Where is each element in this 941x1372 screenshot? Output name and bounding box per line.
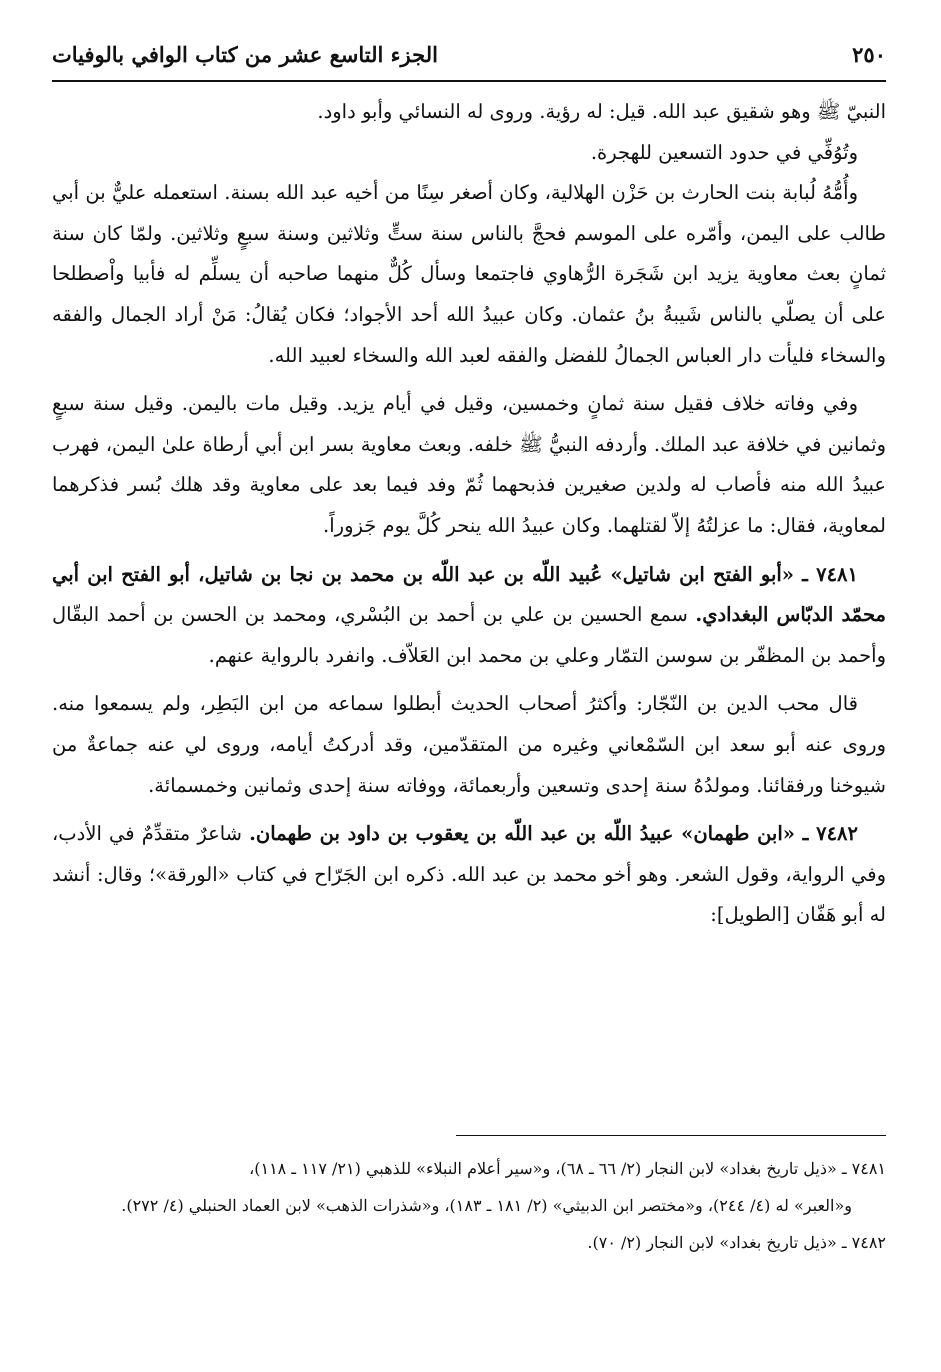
footnotes xyxy=(52,1150,886,1261)
paragraph-2: وتُوُفِّي في حدود التسعين للهجرة. xyxy=(590,140,858,164)
entry-7481-text: سمع الحسين بن علي بن أحمد بن البُسْري، ومحمد بن الحسن بن أحمد البقّال وأحمد بن المظفّر بن سوسن التمّار وعلي بن محمد ابن العَلاّف. وانفرد بالرواية عنهم. xyxy=(52,603,886,667)
footnote-7482: ٧٤٨٢ ـ «ذيل تاريخ بغداد» لابن النجار (٢/ ٧٠). xyxy=(587,1233,886,1252)
paragraph-1: النبيّ ﷺ وهو شقيق عبد الله. قيل: له رؤية. وروى له النسائي وأبو داود. xyxy=(317,100,886,123)
entry-7481-heading: ٧٤٨١ ـ «أبو الفتح ابن شاتيل» عُبيد اللّه بن عبد اللّه بن محمد بن نجا بن شاتيل، أبو الفتح ابن أبي محمّد الدبّاس البغدادي. xyxy=(52,562,886,627)
footnote-7481-line-1: ٧٤٨١ ـ «ذيل تاريخ بغداد» لابن النجار (٢/ ٦٦ ـ ٦٨)، و«سير أعلام النبلاء» للذهبي (٢١/ ١١٧ ـ ١١٨)، xyxy=(249,1159,886,1178)
running-title: الجزء التاسع عشر من كتاب الوافي بالوفيات xyxy=(52,41,438,67)
paragraph-5: قال محب الدين بن النّجّار: وأكثرُ أصحاب الحديث أبطلوا سماعه من ابن البَطِر، ولم يسمعوا منه. وروى عنه أبو سعد ابن السّمْعاني وغيره من المتقدّمين، وقد أدركتُ أيامه، وروى لي عنه جماعةٌ من شيوخنا ورفقائنا. ومولدُهُ سنة إحدى وتسعين وأربعمائة، ووفاته سنة إحدى وثمانين وخمسمائة. xyxy=(52,692,886,797)
entry-7482-heading: ٧٤٨٢ ـ «ابن طهمان» عبيدُ اللّه بن عبد اللّه بن يعقوب بن داود بن طهمان. xyxy=(249,822,859,846)
page-number: ٢٥٠ xyxy=(852,41,886,67)
footnote-7481 xyxy=(52,1150,886,1187)
footnote-7481-continued: و«العبر» له (٤/ ٢٤٤)، و«مختصر ابن الدبيثي» (٢/ ١٨١ ـ ١٨٣)، و«شذرات الذهب» لابن العماد الحنبلي (٤/ ٢٧٢). xyxy=(121,1196,852,1215)
paragraph-4: وفي وفاته خلاف فقيل سنة ثمانٍ وخمسين، وقيل في أيام يزيد. وقيل مات باليمن. وقيل سنة سبعٍ وثمانين في خلافة عبد الملك. وأردفه النبيُّ ﷺ خلفه. وبعث معاوية بسر ابن أبي أرطاة علىٰ اليمن، فهرب عبيدُ الله منه فأصاب له ولدين صغيرين فذبحهما ثُمّ وفد فيما بعد على معاوية وقد هلك بُسر فذكرهما لمعاوية، فقال: ما عزلتُهُ إلاّ لقتلهما. وكان عبيدُ الله ينحر كُلَّ يوم جَزوراً. xyxy=(52,392,886,537)
running-head xyxy=(52,34,886,74)
header-rule xyxy=(52,80,886,82)
paragraph-3: وأُمُّهُ لُبابة بنت الحارث بن حَزْن الهلالية، وكان أصغر سِنًا من أخيه عبد الله بسنة. استعمله عليٌّ بن أبي طالب على اليمن، وأمّره على الموسم فحجَّ بالناس سنة ستٍّ وثلاثين وسنة سبعٍ وثلاثين. ولمّا كان سنة ثمانٍ بعث معاوية يزيد ابن شَجَرة الرُّهاوي فاجتمعا وسأل كُلٌّ منهما صاحبه أن يسلِّم له فأبيا واْصطلحا على أن يصلّي بالناس شَيبةُ بنُ عثمان. وكان عبيدُ الله أحد الأجواد؛ فكان يُقالُ: مَنْ أراد الجمال والفقه والسخاء فليأت دار العباس الجمالُ للفضل والفقه لعبد الله والسخاء لعبيد الله. xyxy=(52,181,886,367)
entry-7482 xyxy=(52,814,886,936)
entry-7481 xyxy=(52,555,886,677)
footnote-rule xyxy=(456,1135,886,1136)
entry-7482-text: شاعرٌ متقدِّمٌ في الأدب، وفي الرواية، وقول الشعر. وهو أخو محمد بن عبد الله. ذكره ابن الجَرّاح في كتاب «الورقة»؛ وقال: أنشد له أبو هَفّان [الطويل]: xyxy=(52,822,886,927)
main-text xyxy=(52,92,886,936)
